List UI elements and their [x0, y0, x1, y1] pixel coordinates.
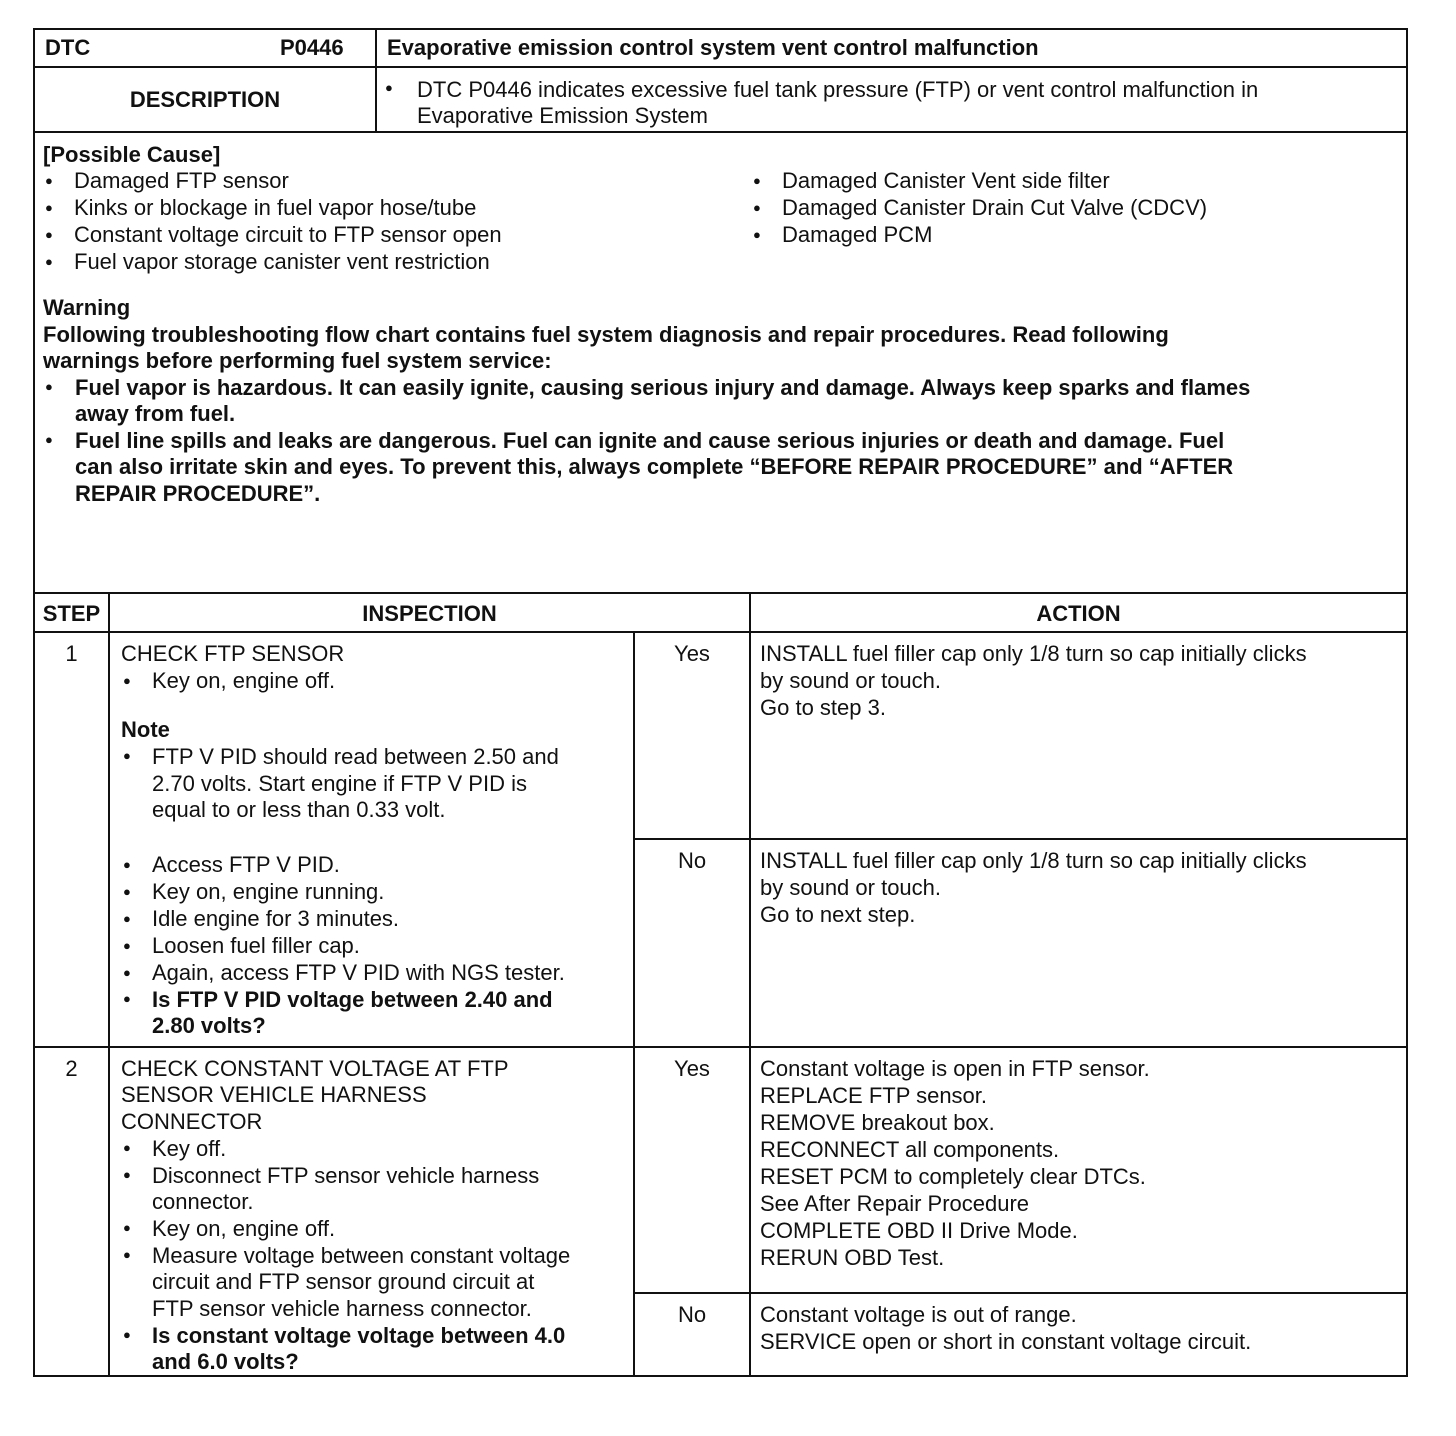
- step-2-question-line-1: Is constant voltage voltage between 4.0: [152, 1323, 566, 1348]
- action-line: Constant voltage is open in FTP sensor.: [760, 1056, 1150, 1081]
- possible-cause-title: [Possible Cause]: [43, 142, 221, 167]
- step-1-pre-items: [121, 667, 335, 694]
- step-2-number: 2: [65, 1056, 78, 1081]
- action-line: INSTALL fuel filler cap only 1/8 turn so cap initially clicks: [760, 641, 1307, 666]
- action-line: by sound or touch.: [760, 668, 942, 693]
- rule-under-title: [35, 66, 1406, 68]
- step-2-item-2-line-1: Disconnect FTP sensor vehicle harness: [152, 1163, 540, 1188]
- step-2-title-line-3: CONNECTOR: [121, 1109, 263, 1134]
- action-line: Go to step 3.: [760, 695, 886, 720]
- step-2-no-action: [760, 1301, 1251, 1355]
- description-bullet: ●: [385, 80, 393, 95]
- action-line: RESET PCM to completely clear DTCs.: [760, 1164, 1146, 1189]
- step-2-item-3: Key on, engine off.: [152, 1216, 336, 1241]
- step-column-header: STEP: [42, 601, 101, 626]
- step-1-items: [121, 851, 565, 986]
- action-line: by sound or touch.: [760, 875, 942, 900]
- action-line: SERVICE open or short in constant voltage circuit.: [760, 1329, 1252, 1354]
- dtc-title: Evaporative emission control system vent control malfunction: [387, 35, 1039, 60]
- step-2-question-line-2: and 6.0 volts?: [152, 1349, 299, 1374]
- step-1-note-line-1: FTP V PID should read between 2.50 and: [152, 744, 559, 769]
- rule-under-table-header: [35, 631, 1406, 633]
- action-line: RECONNECT all components.: [760, 1137, 1060, 1162]
- step-1-item: ● Loosen fuel filler cap.: [121, 932, 565, 959]
- step-1-item: ● Idle engine for 3 minutes.: [121, 905, 565, 932]
- rule-under-description: [35, 131, 1406, 133]
- step-1-question-bullet: ●: [123, 991, 131, 1006]
- warning-bullet-2: ●: [45, 432, 53, 447]
- step-1-note-line-3: equal to or less than 0.33 volt.: [152, 797, 446, 822]
- action-line: COMPLETE OBD II Drive Mode.: [760, 1218, 1078, 1243]
- step-1-item: ● Key on, engine running.: [121, 878, 565, 905]
- action-line: INSTALL fuel filler cap only 1/8 turn so cap initially clicks: [760, 848, 1307, 873]
- cause-list-right: [751, 167, 1207, 248]
- step-2-item-4-line-3: FTP sensor vehicle harness connector.: [152, 1296, 532, 1321]
- dtc-label: DTC: [45, 35, 91, 60]
- rule-inspection-column: [633, 631, 635, 1375]
- action-line: RERUN OBD Test.: [760, 1245, 945, 1270]
- rule-action-column: [749, 592, 751, 1375]
- description-line-1: DTC P0446 indicates excessive fuel tank pressure (FTP) or vent control malfunction in: [417, 77, 1259, 102]
- action-column-header: ACTION: [1036, 601, 1121, 626]
- step-2-yes-action: [760, 1055, 1150, 1271]
- cause-item: ● Constant voltage circuit to FTP sensor open: [43, 221, 502, 248]
- rule-under-step1: [35, 1046, 1406, 1048]
- description-label: DESCRIPTION: [129, 87, 281, 112]
- action-line: REMOVE breakout box.: [760, 1110, 995, 1135]
- dtc-sheet: [33, 28, 1408, 1377]
- warning-2-line-1: Fuel line spills and leaks are dangerous. Fuel can ignite and cause serious injuries or death and damage. Fuel: [75, 428, 1225, 453]
- step-1-number: 1: [65, 641, 78, 666]
- cause-item: ● Damaged PCM: [751, 221, 1207, 248]
- warning-1-line-1: Fuel vapor is hazardous. It can easily ignite, causing serious injury and damage. Always keep sparks and flames: [75, 375, 1251, 400]
- step-2-item-4-line-2: circuit and FTP sensor ground circuit at: [152, 1269, 535, 1294]
- rule-above-table: [35, 592, 1406, 594]
- step-1-question-line-1: Is FTP V PID voltage between 2.40 and: [152, 987, 553, 1012]
- step-2-bullet-2: ●: [123, 1167, 131, 1182]
- step-1-note-line-2: 2.70 volts. Start engine if FTP V PID is: [152, 771, 527, 796]
- step-2-item-1: Key off.: [152, 1136, 227, 1161]
- step-2-title-line-1: CHECK CONSTANT VOLTAGE AT FTP: [121, 1056, 509, 1081]
- warning-2-line-2: can also irritate skin and eyes. To prevent this, always complete “BEFORE REPAIR PROCEDURE” and “AFTER: [75, 454, 1234, 479]
- action-line: REPLACE FTP sensor.: [760, 1083, 988, 1108]
- step-2-item-4-line-1: Measure voltage between constant voltage: [152, 1243, 571, 1268]
- cause-list-left: [43, 167, 502, 275]
- inspection-column-header: INSPECTION: [362, 601, 497, 626]
- step-1-pre-item: ● Key on, engine off.: [121, 667, 335, 694]
- step-1-note-bullet: ●: [123, 748, 131, 763]
- rule-step-column: [108, 592, 110, 1375]
- step-1-no-label: No: [677, 848, 707, 873]
- step-2-bullet-4: ●: [123, 1247, 131, 1262]
- step-1-note-title: Note: [121, 717, 170, 742]
- step-1-question-line-2: 2.80 volts?: [152, 1013, 266, 1038]
- action-line: See After Repair Procedure: [760, 1191, 1030, 1216]
- step-2-title-line-2: SENSOR VEHICLE HARNESS: [121, 1082, 427, 1107]
- step-2-bullet-1: ●: [123, 1140, 131, 1155]
- warning-intro-line-2: warnings before performing fuel system service:: [43, 348, 552, 373]
- warning-title: Warning: [43, 295, 131, 320]
- step-1-item: ● Access FTP V PID.: [121, 851, 565, 878]
- step-2-yes-label: Yes: [674, 1056, 710, 1081]
- step-1-title: CHECK FTP SENSOR: [121, 641, 345, 666]
- warning-bullet-1: ●: [45, 379, 53, 394]
- rule-description-divider: [375, 30, 377, 131]
- description-line-2: Evaporative Emission System: [417, 103, 708, 128]
- step-1-yes-action: [760, 640, 1307, 721]
- cause-item: ● Fuel vapor storage canister vent restriction: [43, 248, 502, 275]
- step-2-no-label: No: [677, 1302, 707, 1327]
- cause-item: ● Damaged Canister Vent side filter: [751, 167, 1207, 194]
- cause-item: ● Damaged Canister Drain Cut Valve (CDCV): [751, 194, 1207, 221]
- step-1-item: ● Again, access FTP V PID with NGS tester.: [121, 959, 565, 986]
- warning-1-line-2: away from fuel.: [75, 401, 236, 426]
- action-line: Go to next step.: [760, 902, 916, 927]
- step-2-question-bullet: ●: [123, 1327, 131, 1342]
- warning-2-line-3: REPAIR PROCEDURE”.: [75, 481, 321, 506]
- warning-intro-line-1: Following troubleshooting flow chart contains fuel system diagnosis and repair procedures. Read following: [43, 322, 1169, 347]
- step-2-item-2-line-2: connector.: [152, 1189, 254, 1214]
- step-1-no-action: [760, 847, 1307, 928]
- dtc-code: P0446: [280, 35, 344, 60]
- step-1-yes-label: Yes: [674, 641, 710, 666]
- action-line: Constant voltage is out of range.: [760, 1302, 1077, 1327]
- cause-item: ● Damaged FTP sensor: [43, 167, 502, 194]
- cause-item: ● Kinks or blockage in fuel vapor hose/tube: [43, 194, 502, 221]
- step-2-bullet-3: ●: [123, 1220, 131, 1235]
